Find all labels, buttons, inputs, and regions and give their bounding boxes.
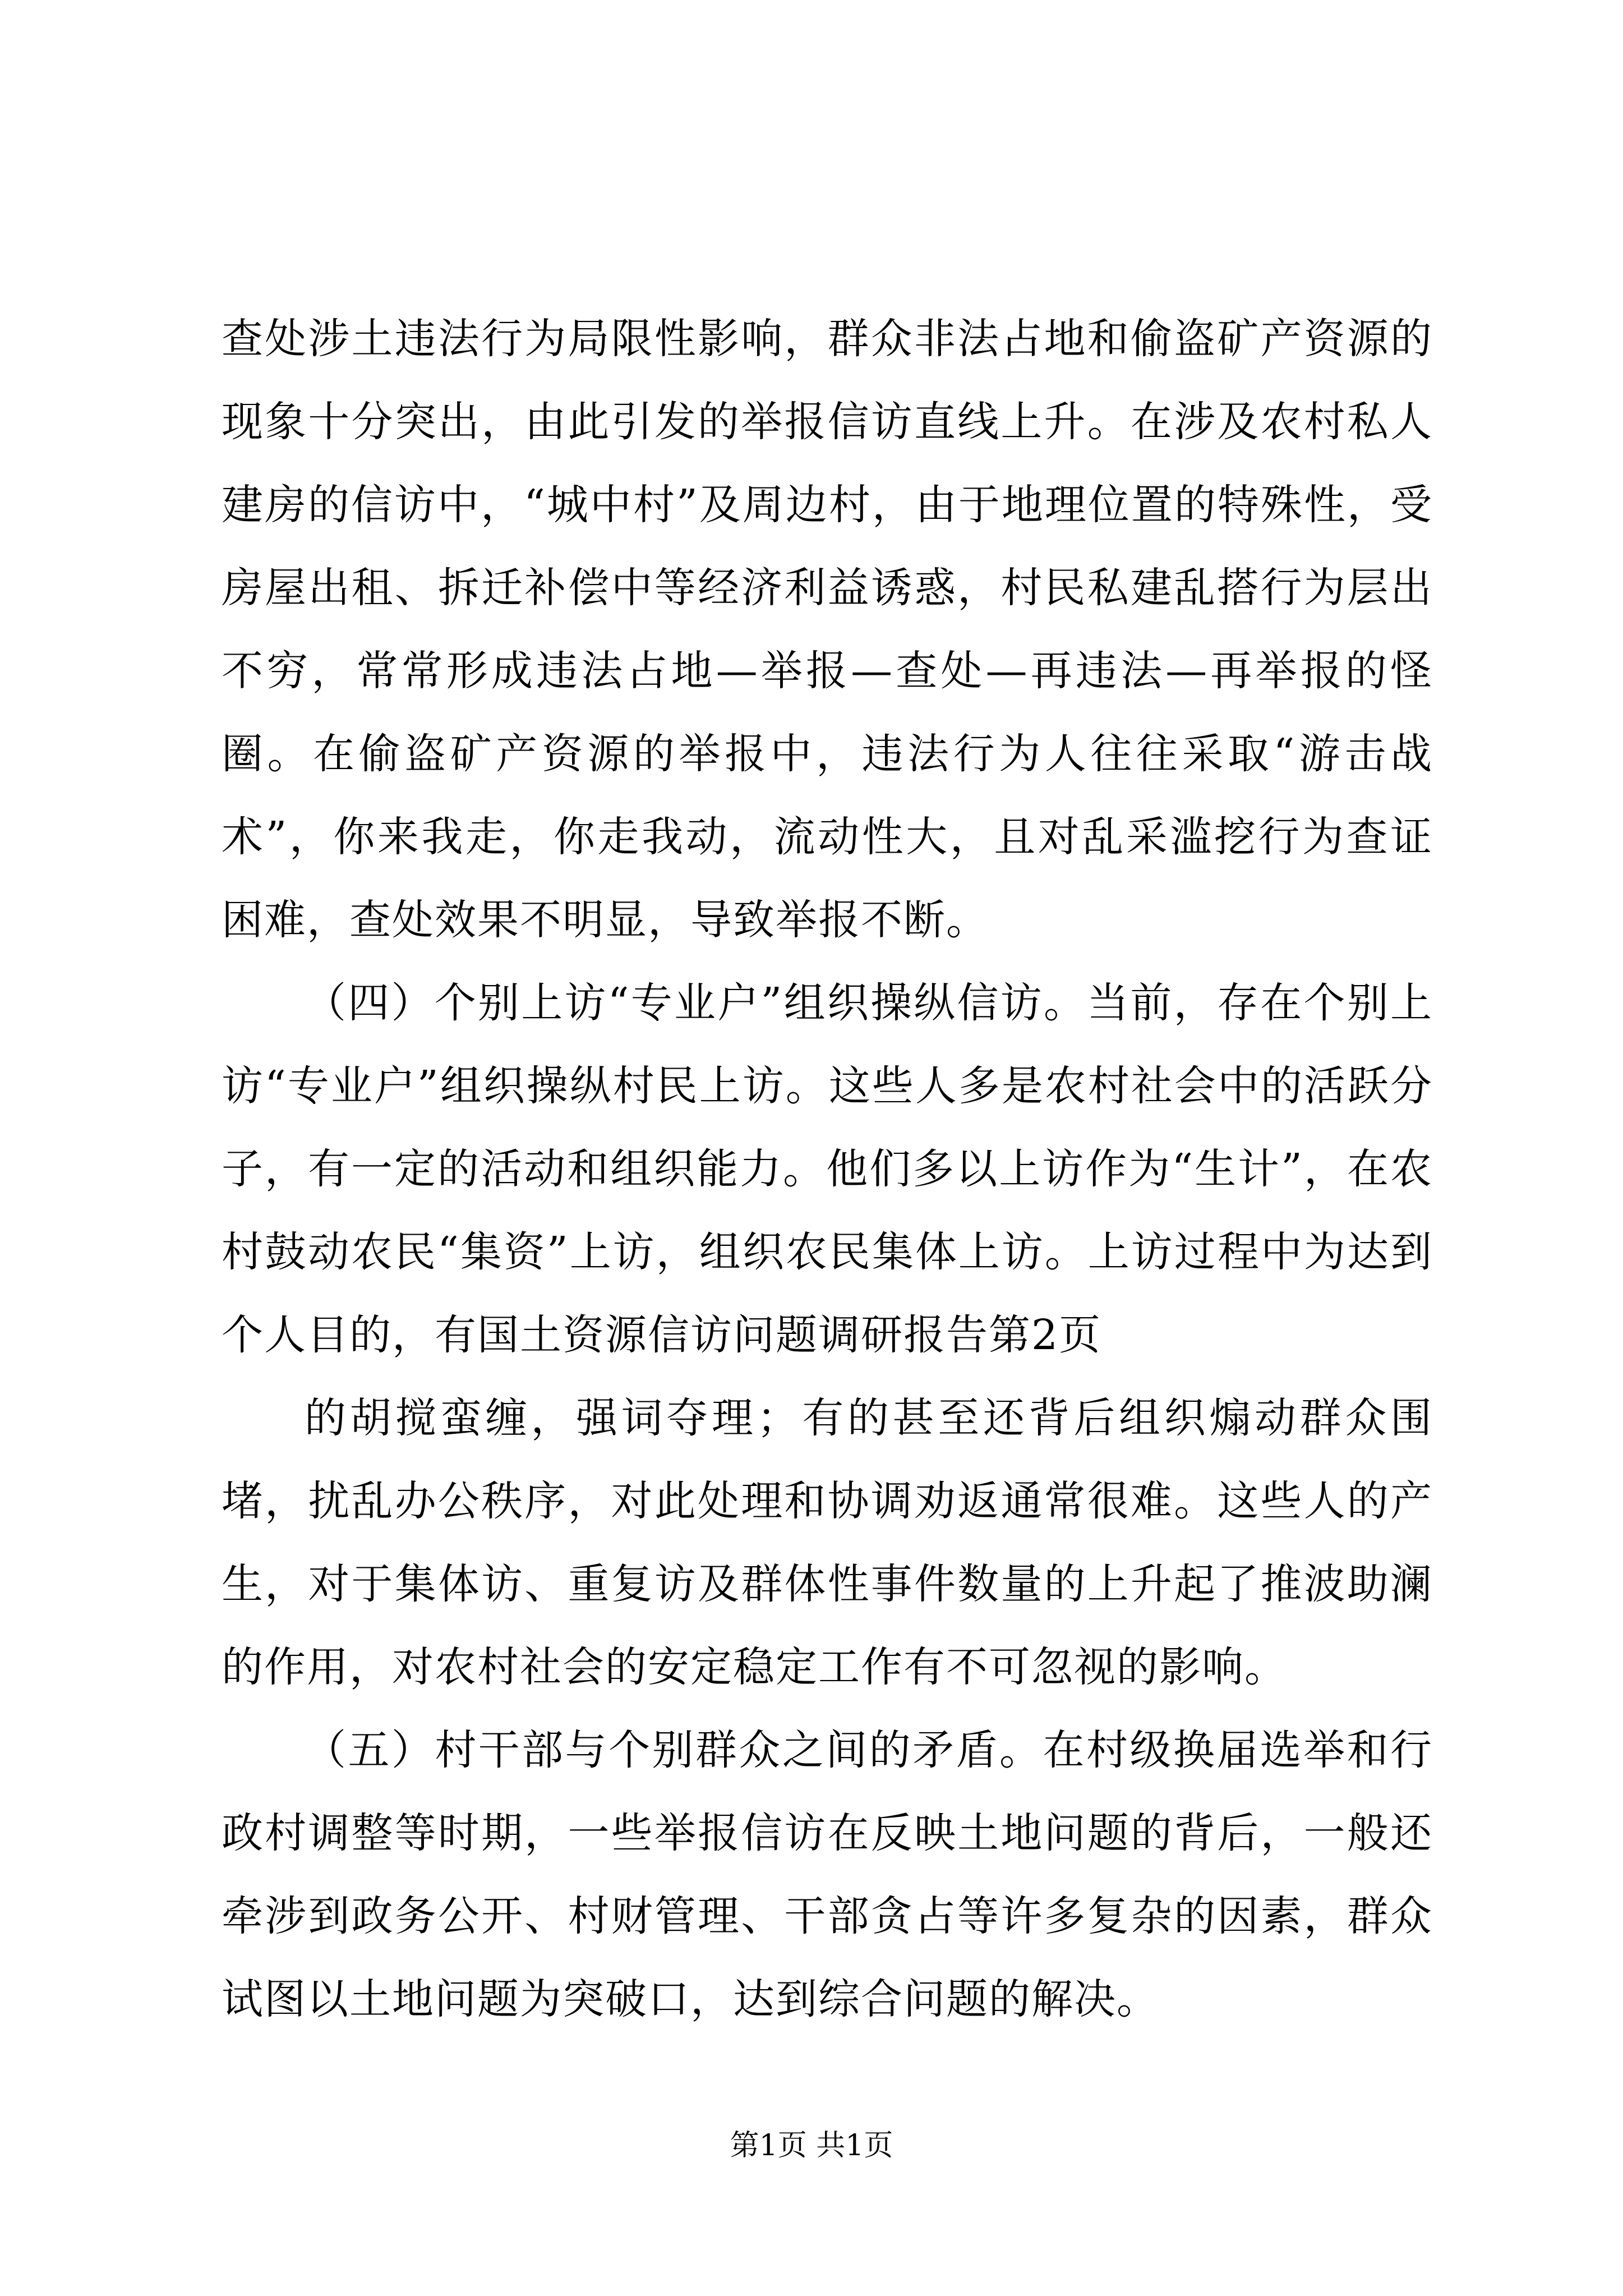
document-body (222, 297, 1433, 2041)
paragraph-section-four-continued: 的胡搅蛮缠，强词夺理；有的甚至还背后组织煽动群众围堵，扰乱办公秩序，对此处理和协调劝返通常很难。这些人的产生，对于集体访、重复访及群体性事件数量的上升起了推波助澜的作用，对农村社会的安定稳定工作有不可忽视的影响。 (222, 1394, 1433, 1691)
paragraph-section-five: （五）村干部与个别群众之间的矛盾。在村级换届选举和行政村调整等时期，一些举报信访在反映土地问题的背后，一般还牵涉到政务公开、村财管理、干部贪占等许多复杂的因素，群众试图以土地问题为突破口，达到综合问题的解决。 (222, 1726, 1433, 2023)
page-footer: 第1页 共1页 (730, 2129, 893, 2162)
paragraph-section-four: （四）个别上访“专业户”组织操纵信访。当前，存在个别上访“专业户”组织操纵村民上访。这些人多是农村社会中的活跃分子，有一定的活动和组织能力。他们多以上访作为“生计”，在农村鼓动农民“集资”上访，组织农民集体上访。上访过程中为达到个人目的，有国土资源信访问题调研报告第2页 (222, 979, 1433, 1359)
paragraph-continuation: 查处涉土违法行为局限性影响，群众非法占地和偷盗矿产资源的现象十分突出，由此引发的举报信访直线上升。在涉及农村私人建房的信访中，“城中村”及周边村，由于地理位置的特殊性，受房屋出租、拆迁补偿中等经济利益诱惑，村民私建乱搭行为层出不穷，常常形成违法占地—举报—查处—再违法—再举报的怪圈。在偷盗矿产资源的举报中，违法行为人往往采取“游击战术”，你来我走，你走我动，流动性大，且对乱采滥挖行为查证困难，查处效果不明显，导致举报不断。 (222, 315, 1433, 944)
